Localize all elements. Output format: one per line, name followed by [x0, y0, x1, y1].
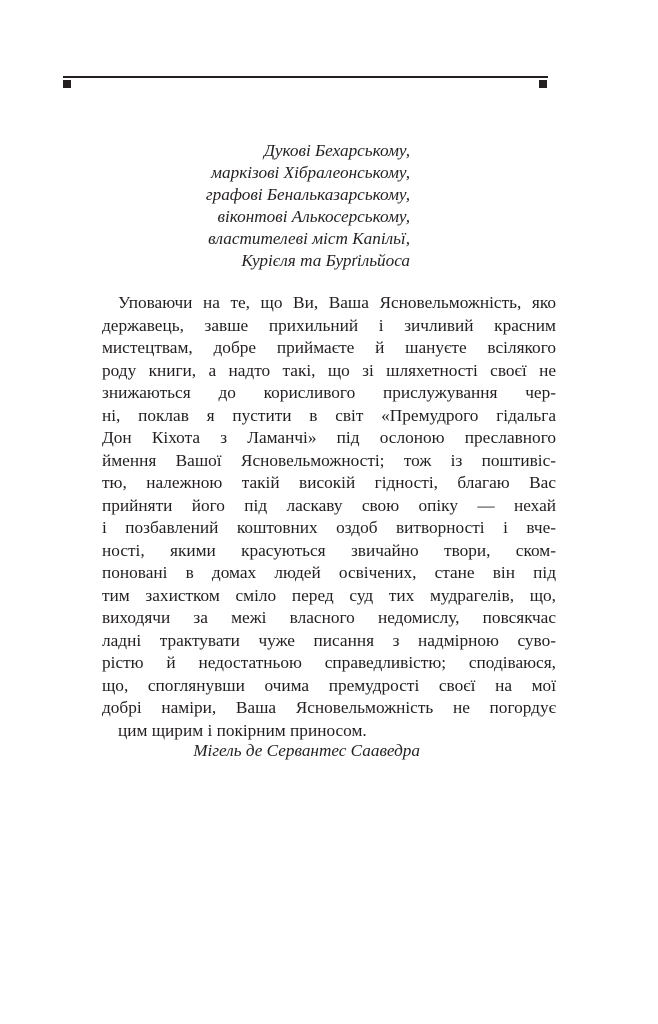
header-rule — [63, 76, 548, 78]
dedication-letter-body — [102, 292, 556, 742]
author-signature: Мігель де Сервантес Сааведра — [193, 741, 420, 760]
body-line: виходячи за межі власного недомислу, повсякчас — [102, 608, 556, 627]
dedication-line: віконтові Алькосерському, — [217, 207, 410, 226]
dedication-line: властителеві міст Капільї, — [208, 229, 410, 248]
body-line: тю, належною такій високій гідності, благаю Вас — [102, 473, 556, 492]
left-corner-marker — [63, 80, 71, 88]
body-line: Дон Кіхота з Ламанчі» під ослоною преславного — [102, 428, 556, 447]
body-line: Уповаючи на те, що Ви, Ваша Ясновельможність, яко — [118, 293, 556, 312]
body-line: ладні трактувати чуже писання з надмірною суво- — [102, 630, 556, 650]
dedication-line: маркізові Хібралеонському, — [211, 163, 410, 182]
body-line: прийняти його під ласкаву свою опіку — нехай — [102, 495, 556, 515]
dedication-line: Курієля та Бурґільйоса — [241, 251, 410, 270]
dedication — [100, 140, 410, 272]
body-line: поновані в домах людей освічених, стане він під — [102, 563, 556, 582]
body-line: ймення Вашої Ясновельможності; тож із поштивіс- — [102, 450, 556, 470]
body-line: мистецтвам, добре приймаєте й шануєте всілякого — [102, 338, 556, 357]
body-line: ні, поклав я пустити в світ «Премудрого гідальга — [102, 405, 556, 425]
dedication-line: Дукові Бехарському, — [263, 141, 410, 160]
dedication-line: графові Бенальказарському, — [205, 185, 410, 204]
body-line: цим щирим і покірним приносом. — [118, 720, 367, 740]
body-line: роду книги, а надто такі, що зі шляхетності своєї не — [102, 360, 556, 380]
body-line: ності, якими красуються звичайно твори, ском- — [102, 540, 556, 560]
right-corner-marker — [539, 80, 547, 88]
body-line: добрі наміри, Ваша Ясновельможність не погордує — [102, 698, 556, 717]
body-line: що, споглянувши очима премудрості своєї на мої — [102, 675, 556, 695]
body-line: тим захистком сміло перед суд тих мудрагелів, що, — [102, 585, 556, 605]
body-line: рістю й недостатньою справедливістю; сподіваюся, — [102, 653, 556, 672]
body-line: знижаються до корисливого прислужування чер- — [102, 383, 556, 402]
body-line: державець, завше прихильний і зичливий красним — [102, 315, 556, 335]
body-line: і позбавлений коштовних оздоб витворності і вче- — [102, 518, 556, 537]
